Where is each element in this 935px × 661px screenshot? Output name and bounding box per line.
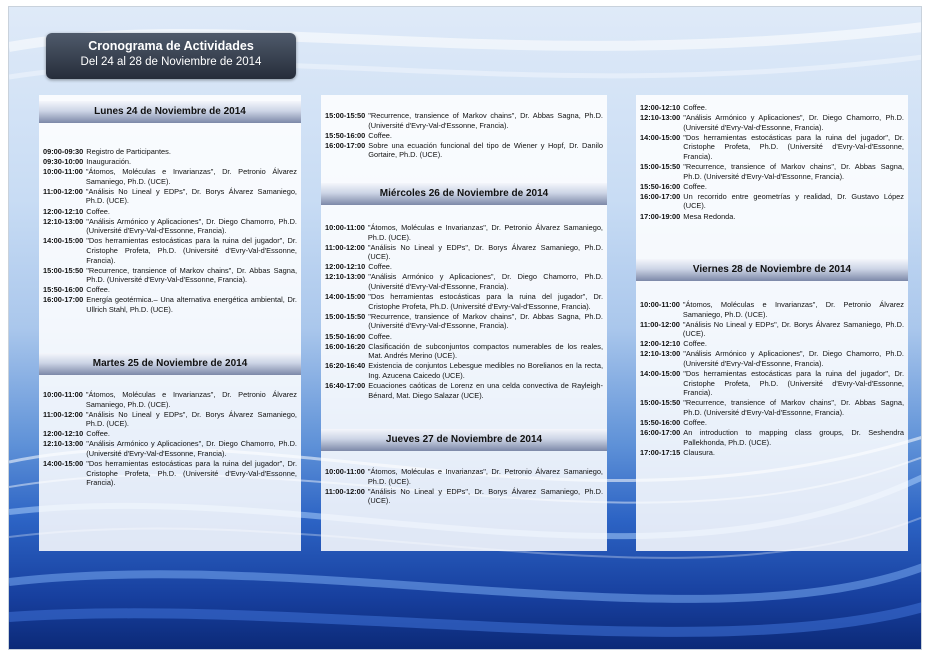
entry-description: Coffee. bbox=[86, 429, 110, 439]
day-heading: Martes 25 de Noviembre de 2014 bbox=[39, 353, 301, 375]
entry-description: "Dos herramientas estocásticas para la ruina del jugador", Dr. Cristophe Profeta, Ph.D. (Université d'Evry-Val-d'Essonne, Francia). bbox=[683, 369, 904, 398]
entry-description: "Átomos, Moléculas e Invarianzas", Dr. Petronio Álvarez Samaniego, Ph.D. (UCE). bbox=[367, 467, 603, 486]
schedule-entry bbox=[640, 448, 904, 458]
schedule-entry bbox=[325, 262, 603, 272]
entry-time: 12:10-13:00 bbox=[640, 349, 681, 359]
entry-time: 12:10-13:00 bbox=[325, 272, 366, 282]
schedule-entry bbox=[640, 339, 904, 349]
entry-description: Coffee. bbox=[683, 418, 707, 428]
entry-description: "Átomos, Moléculas e Invarianzas", Dr. Petronio Álvarez Samaniego, Ph.D. (UCE). bbox=[85, 390, 297, 409]
schedule-entry bbox=[325, 381, 603, 400]
entry-time: 15:00-15:50 bbox=[325, 111, 366, 120]
schedule-entry bbox=[640, 103, 904, 113]
entry-description: "Átomos, Moléculas e Invarianzas", Dr. Petronio Álvarez Samaniego, Ph.D. (UCE). bbox=[367, 223, 603, 242]
schedule-list bbox=[43, 147, 297, 315]
schedule-entry bbox=[640, 349, 904, 368]
entry-time: 11:00-12:00 bbox=[640, 319, 680, 329]
schedule-entry bbox=[325, 342, 603, 361]
entry-time: 12:00-12:10 bbox=[640, 339, 681, 349]
schedule-entry bbox=[325, 361, 603, 380]
entry-description: An introduction to mapping class groups, Dr. Seshendra Pallekhonda, Ph.D. (UCE). bbox=[683, 428, 904, 447]
entry-description: Clasificación de subconjuntos compactos numerables de los reales, Mat. Andrés Merino (UCE). bbox=[368, 341, 603, 361]
schedule-entry bbox=[325, 467, 603, 486]
entry-time: 10:00-11:00 bbox=[325, 467, 365, 476]
entry-description: "Recurrence, transience of Markov chains", Dr. Abbas Sagna, Ph.D. (Université d'Evry-Val-d'Essonne, Francia). bbox=[86, 265, 297, 285]
entry-time: 15:50-16:00 bbox=[640, 418, 681, 428]
entry-time: 11:00-12:00 bbox=[43, 409, 83, 419]
schedule-entry bbox=[325, 111, 603, 130]
entry-time: 14:00-15:00 bbox=[640, 132, 681, 142]
entry-description: Coffee. bbox=[683, 103, 707, 112]
entry-time: 11:00-12:00 bbox=[43, 186, 83, 196]
entry-description: "Átomos, Moléculas e Invarianzas", Dr. Petronio Álvarez Samaniego, Ph.D. (UCE). bbox=[85, 167, 297, 186]
entry-time: 12:10-13:00 bbox=[43, 216, 84, 226]
entry-time: 16:00-17:00 bbox=[325, 140, 366, 150]
entry-description: Coffee. bbox=[368, 262, 392, 272]
title-main: Cronograma de Actividades bbox=[88, 39, 254, 53]
schedule-entry bbox=[43, 147, 297, 157]
schedule-entry bbox=[640, 212, 904, 222]
entry-description: "Análisis No Lineal y EDPs", Dr. Borys Álvarez Samaniego, Ph.D. (UCE). bbox=[367, 486, 603, 506]
schedule-entry bbox=[325, 332, 603, 342]
schedule-entry bbox=[325, 272, 603, 291]
schedule-entry bbox=[640, 398, 904, 417]
entry-description: "Análisis No Lineal y EDPs", Dr. Borys Álvarez Samaniego, Ph.D. (UCE). bbox=[682, 319, 904, 339]
entry-time: 09:30-10:00 bbox=[43, 157, 84, 167]
entry-time: 14:00-15:00 bbox=[43, 459, 84, 469]
schedule-entry bbox=[640, 113, 904, 132]
schedule-entry bbox=[640, 182, 904, 192]
schedule-entry bbox=[325, 223, 603, 242]
entry-time: 12:10-13:00 bbox=[640, 113, 681, 123]
column-3 bbox=[636, 95, 908, 551]
entry-description: Coffee. bbox=[86, 206, 110, 216]
schedule-entry bbox=[325, 131, 603, 141]
entry-description: Coffee. bbox=[368, 331, 392, 341]
brochure bbox=[8, 6, 922, 650]
entry-time: 09:00-09:30 bbox=[43, 147, 84, 156]
schedule-entry bbox=[325, 487, 603, 506]
entry-time: 14:00-15:00 bbox=[325, 292, 366, 302]
entry-time: 16:40-17:00 bbox=[325, 381, 366, 390]
entry-description: Un recorrido entre geometrías y realidad, Dr. Gustavo López (UCE). bbox=[683, 191, 904, 211]
entry-time: 16:00-17:00 bbox=[640, 191, 681, 201]
schedule-entry bbox=[640, 418, 904, 428]
schedule-entry bbox=[43, 157, 297, 167]
schedule-entry bbox=[640, 133, 904, 162]
entry-description: Coffee. bbox=[683, 339, 707, 349]
day-heading: Jueves 27 de Noviembre de 2014 bbox=[321, 429, 607, 451]
entry-description: Coffee. bbox=[86, 285, 110, 295]
entry-description: Coffee. bbox=[683, 181, 707, 191]
column-1 bbox=[39, 95, 301, 551]
entry-time: 14:00-15:00 bbox=[640, 369, 681, 379]
entry-description: Clausura. bbox=[683, 447, 715, 457]
schedule-entry bbox=[640, 300, 904, 319]
schedule-entry bbox=[325, 292, 603, 311]
schedule-entry bbox=[43, 295, 297, 314]
schedule-list bbox=[43, 390, 297, 488]
entry-description: "Análisis Armónico y Aplicaciones", Dr. Diego Chamorro, Ph.D. (Université d'Evry-Val-d'Essonne, Francia). bbox=[368, 272, 603, 292]
entry-time: 15:00-15:50 bbox=[43, 265, 84, 275]
schedule-entry bbox=[43, 390, 297, 409]
schedule-entry bbox=[43, 285, 297, 295]
entry-description: "Átomos, Moléculas e Invarianzas", Dr. Petronio Álvarez Samaniego, Ph.D. (UCE). bbox=[682, 300, 904, 319]
day-heading: Lunes 24 de Noviembre de 2014 bbox=[39, 101, 301, 123]
entry-time: 12:00-12:10 bbox=[43, 429, 84, 439]
entry-description: Coffee. bbox=[368, 130, 392, 140]
schedule-entry bbox=[43, 429, 297, 439]
title-banner bbox=[46, 33, 296, 79]
entry-time: 12:00-12:10 bbox=[325, 262, 366, 272]
schedule-list bbox=[325, 223, 603, 401]
entry-description: Energía geotérmica.– Una alternativa energética ambiental, Dr. Ullrich Stahl, Ph.D. (UCE). bbox=[86, 295, 297, 314]
entry-description: "Análisis No Lineal y EDPs", Dr. Borys Álvarez Samaniego, Ph.D. (UCE). bbox=[85, 186, 297, 206]
entry-time: 15:50-16:00 bbox=[325, 130, 366, 140]
entry-time: 11:00-12:00 bbox=[325, 486, 365, 496]
entry-description: Existencia de conjuntos Lebesgue medibles no Borelianos en la recta, Ing. Azucena Caicedo (UCE). bbox=[368, 361, 603, 380]
entry-description: Sobre una ecuación funcional del tipo de Wiener y Hopf, Dr. Danilo Gortaire, Ph.D. (UCE). bbox=[368, 140, 603, 160]
entry-time: 16:00-17:00 bbox=[640, 428, 681, 438]
entry-description: "Análisis Armónico y Aplicaciones", Dr. Diego Chamorro, Ph.D. (Université d'Evry-Val-d'Essonne, Francia). bbox=[683, 349, 904, 369]
entry-time: 10:00-11:00 bbox=[43, 167, 83, 177]
schedule-entry bbox=[43, 217, 297, 236]
entry-time: 15:50-16:00 bbox=[43, 285, 84, 295]
entry-time: 17:00-17:15 bbox=[640, 447, 681, 457]
day-heading: Miércoles 26 de Noviembre de 2014 bbox=[321, 183, 607, 205]
entry-time: 11:00-12:00 bbox=[325, 242, 365, 252]
schedule-entry bbox=[43, 266, 297, 285]
entry-description: "Recurrence, transience of Markov chains", Dr. Abbas Sagna, Ph.D. (Université d'Evry-Val-d'Essonne, Francia). bbox=[683, 162, 904, 181]
schedule-entry bbox=[640, 192, 904, 211]
entry-description: "Dos herramientas estocásticas para la ruina del jugador", Dr. Cristophe Profeta, Ph.D. (Université d'Evry-Val-d'Essonne, Francia). bbox=[683, 132, 904, 161]
schedule-entry bbox=[640, 320, 904, 339]
schedule-entry bbox=[325, 312, 603, 331]
schedule-list bbox=[325, 111, 603, 160]
entry-time: 15:00-15:50 bbox=[640, 162, 681, 172]
entry-time: 15:50-16:00 bbox=[325, 331, 366, 341]
schedule-entry bbox=[640, 428, 904, 447]
entry-time: 15:00-15:50 bbox=[325, 311, 366, 321]
schedule-list bbox=[640, 300, 904, 458]
entry-time: 12:00-12:10 bbox=[640, 103, 681, 112]
schedule-entry bbox=[325, 243, 603, 262]
entry-time: 16:00-17:00 bbox=[43, 295, 84, 305]
schedule-entry bbox=[43, 167, 297, 186]
entry-description: "Dos herramientas estocásticas para la ruina del jugador", Dr. Cristophe Profeta, Ph.D. (Université d'Evry-Val-d'Essonne, Francia). bbox=[86, 459, 297, 488]
schedule-entry bbox=[43, 439, 297, 458]
entry-time: 14:00-15:00 bbox=[43, 236, 84, 246]
entry-time: 12:10-13:00 bbox=[43, 439, 84, 449]
schedule-entry bbox=[43, 459, 297, 488]
entry-description: Inauguración. bbox=[86, 157, 132, 167]
schedule-entry bbox=[43, 207, 297, 217]
entry-description: Ecuaciones caóticas de Lorenz en una celda convectiva de Rayleigh-Bénard, Mat. Diego Salazar (UCE). bbox=[368, 381, 603, 400]
entry-description: Mesa Redonda. bbox=[683, 211, 736, 221]
entry-description: "Análisis No Lineal y EDPs", Dr. Borys Álvarez Samaniego, Ph.D. (UCE). bbox=[367, 242, 603, 262]
entry-time: 10:00-11:00 bbox=[43, 390, 83, 399]
schedule-entry bbox=[640, 369, 904, 398]
entry-description: "Recurrence, transience of Markov chains", Dr. Abbas Sagna, Ph.D. (Université d'Evry-Val-d'Essonne, Francia). bbox=[368, 111, 603, 130]
schedule-entry bbox=[43, 410, 297, 429]
entry-description: "Recurrence, transience of Markov chains", Dr. Abbas Sagna, Ph.D. (Université d'Evry-Val-d'Essonne, Francia). bbox=[683, 398, 904, 418]
entry-description: "Análisis No Lineal y EDPs", Dr. Borys Álvarez Samaniego, Ph.D. (UCE). bbox=[85, 409, 297, 429]
entry-description: "Análisis Armónico y Aplicaciones", Dr. Diego Chamorro, Ph.D. (Université d'Evry-Val-d'Essonne, Francia). bbox=[683, 113, 904, 132]
entry-description: "Recurrence, transience of Markov chains", Dr. Abbas Sagna, Ph.D. (Université d'Evry-Val-d'Essonne, Francia). bbox=[368, 311, 603, 331]
column-2 bbox=[321, 95, 607, 551]
entry-description: "Análisis Armónico y Aplicaciones", Dr. Diego Chamorro, Ph.D. (Université d'Evry-Val-d'Essonne, Francia). bbox=[86, 216, 297, 236]
entry-description: "Dos herramientas estocásticas para la ruina del jugador", Dr. Cristophe Profeta, Ph.D. (Université d'Evry-Val-d'Essonne, Francia). bbox=[368, 292, 603, 311]
schedule-list bbox=[640, 103, 904, 222]
entry-time: 17:00-19:00 bbox=[640, 211, 681, 221]
entry-time: 15:50-16:00 bbox=[640, 181, 681, 191]
entry-description: "Dos herramientas estocásticas para la ruina del jugador", Dr. Cristophe Profeta, Ph.D. (Université d'Evry-Val-d'Essonne, Francia). bbox=[86, 236, 297, 265]
entry-time: 10:00-11:00 bbox=[640, 300, 680, 309]
schedule-entry bbox=[325, 141, 603, 160]
day-heading: Viernes 28 de Noviembre de 2014 bbox=[636, 259, 908, 281]
entry-time: 16:00-16:20 bbox=[325, 341, 366, 351]
entry-time: 15:00-15:50 bbox=[640, 398, 681, 408]
entry-time: 10:00-11:00 bbox=[325, 223, 365, 232]
entry-description: "Análisis Armónico y Aplicaciones", Dr. Diego Chamorro, Ph.D. (Université d'Evry-Val-d'Essonne, Francia). bbox=[86, 439, 297, 459]
entry-description: Registro de Participantes. bbox=[86, 147, 171, 156]
entry-time: 16:20-16:40 bbox=[325, 361, 366, 371]
schedule-list bbox=[325, 467, 603, 506]
entry-time: 12:00-12:10 bbox=[43, 206, 84, 216]
schedule-entry bbox=[43, 236, 297, 265]
schedule-entry bbox=[640, 162, 904, 181]
schedule-entry bbox=[43, 187, 297, 206]
title-dates: Del 24 al 28 de Noviembre de 2014 bbox=[80, 56, 262, 68]
